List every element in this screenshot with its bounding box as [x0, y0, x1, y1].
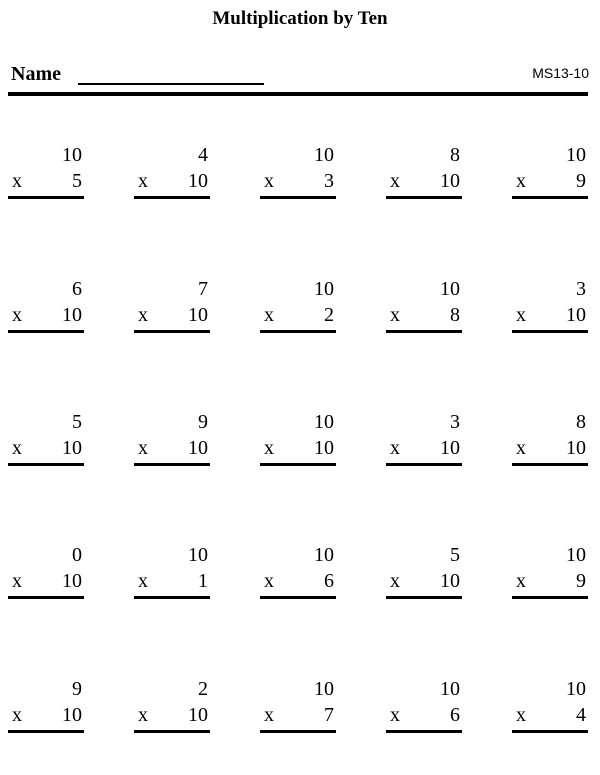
- answer-line[interactable]: [512, 196, 588, 199]
- multiplicand: 10: [314, 544, 334, 566]
- problem-4-4: [386, 543, 462, 603]
- multiplicand: 10: [440, 678, 460, 700]
- multiply-sign: x: [264, 437, 274, 459]
- multiplier: 9: [576, 570, 586, 592]
- multiply-sign: x: [12, 704, 22, 726]
- multiply-sign: x: [264, 570, 274, 592]
- answer-line[interactable]: [512, 330, 588, 333]
- worksheet-title: Multiplication by Ten: [212, 8, 388, 29]
- multiplier: 10: [62, 304, 82, 326]
- multiplier: 10: [566, 437, 586, 459]
- answer-line[interactable]: [512, 463, 588, 466]
- multiplier: 10: [188, 437, 208, 459]
- multiplier: 5: [72, 170, 82, 192]
- answer-line[interactable]: [386, 330, 462, 333]
- multiplier: 10: [188, 170, 208, 192]
- answer-line[interactable]: [386, 596, 462, 599]
- multiplicand: 6: [72, 278, 82, 300]
- answer-line[interactable]: [512, 596, 588, 599]
- problem-4-3: [260, 543, 336, 603]
- multiplicand: 10: [566, 144, 586, 166]
- multiplicand: 10: [314, 678, 334, 700]
- multiply-sign: x: [12, 304, 22, 326]
- multiply-sign: x: [390, 437, 400, 459]
- problem-4-2: [134, 543, 210, 603]
- multiplicand: 3: [450, 411, 460, 433]
- answer-line[interactable]: [8, 596, 84, 599]
- multiplier: 10: [188, 704, 208, 726]
- problem-4-5: [512, 543, 588, 603]
- multiplicand: 10: [566, 544, 586, 566]
- multiply-sign: x: [138, 570, 148, 592]
- answer-line[interactable]: [8, 330, 84, 333]
- multiplicand: 5: [450, 544, 460, 566]
- multiply-sign: x: [390, 570, 400, 592]
- problem-1-5: [512, 143, 588, 203]
- multiplicand: 10: [62, 144, 82, 166]
- multiply-sign: x: [138, 437, 148, 459]
- multiplier: 6: [324, 570, 334, 592]
- problem-5-1: [8, 677, 84, 737]
- answer-line[interactable]: [260, 196, 336, 199]
- answer-line[interactable]: [386, 196, 462, 199]
- problem-1-3: [260, 143, 336, 203]
- multiplier: 10: [62, 704, 82, 726]
- answer-line[interactable]: [512, 730, 588, 733]
- answer-line[interactable]: [8, 196, 84, 199]
- multiply-sign: x: [264, 304, 274, 326]
- answer-line[interactable]: [260, 596, 336, 599]
- multiplicand: 10: [566, 678, 586, 700]
- multiplier: 6: [450, 704, 460, 726]
- problem-3-5: [512, 410, 588, 470]
- problem-1-1: [8, 143, 84, 203]
- multiplicand: 10: [314, 144, 334, 166]
- multiplier: 9: [576, 170, 586, 192]
- answer-line[interactable]: [134, 330, 210, 333]
- multiplicand: 10: [188, 544, 208, 566]
- multiply-sign: x: [12, 170, 22, 192]
- multiply-sign: x: [138, 704, 148, 726]
- answer-line[interactable]: [134, 463, 210, 466]
- multiplicand: 9: [198, 411, 208, 433]
- problem-4-1: [8, 543, 84, 603]
- multiplicand: 0: [72, 544, 82, 566]
- multiply-sign: x: [516, 170, 526, 192]
- problem-5-3: [260, 677, 336, 737]
- multiplicand: 3: [576, 278, 586, 300]
- multiplicand: 10: [314, 411, 334, 433]
- multiplier: 10: [440, 437, 460, 459]
- multiplier: 10: [440, 570, 460, 592]
- problem-5-5: [512, 677, 588, 737]
- multiply-sign: x: [516, 704, 526, 726]
- sheet-code: MS13-10: [532, 65, 589, 81]
- multiplier: 10: [440, 170, 460, 192]
- multiplier: 2: [324, 304, 334, 326]
- multiplier: 10: [62, 570, 82, 592]
- problem-2-3: [260, 277, 336, 337]
- multiply-sign: x: [12, 570, 22, 592]
- multiply-sign: x: [516, 304, 526, 326]
- problem-1-4: [386, 143, 462, 203]
- problem-2-1: [8, 277, 84, 337]
- multiply-sign: x: [390, 304, 400, 326]
- answer-line[interactable]: [386, 463, 462, 466]
- answer-line[interactable]: [386, 730, 462, 733]
- multiplicand: 8: [450, 144, 460, 166]
- problem-3-4: [386, 410, 462, 470]
- multiplier: 10: [314, 437, 334, 459]
- problem-2-4: [386, 277, 462, 337]
- multiplicand: 10: [440, 278, 460, 300]
- problem-3-2: [134, 410, 210, 470]
- problem-3-1: [8, 410, 84, 470]
- multiplier: 10: [188, 304, 208, 326]
- multiplier: 3: [324, 170, 334, 192]
- multiply-sign: x: [138, 170, 148, 192]
- multiply-sign: x: [264, 170, 274, 192]
- answer-line[interactable]: [134, 596, 210, 599]
- multiply-sign: x: [12, 437, 22, 459]
- answer-line[interactable]: [134, 196, 210, 199]
- multiplier: 7: [324, 704, 334, 726]
- answer-line[interactable]: [8, 463, 84, 466]
- answer-line[interactable]: [260, 463, 336, 466]
- multiply-sign: x: [390, 704, 400, 726]
- multiplier: 10: [566, 304, 586, 326]
- multiplier: 10: [62, 437, 82, 459]
- answer-line[interactable]: [8, 730, 84, 733]
- multiplier: 1: [198, 570, 208, 592]
- multiplicand: 7: [198, 278, 208, 300]
- multiply-sign: x: [516, 437, 526, 459]
- multiplier: 8: [450, 304, 460, 326]
- multiplicand: 4: [198, 144, 208, 166]
- multiplicand: 9: [72, 678, 82, 700]
- multiplicand: 5: [72, 411, 82, 433]
- multiply-sign: x: [390, 170, 400, 192]
- multiplicand: 2: [198, 678, 208, 700]
- answer-line[interactable]: [260, 330, 336, 333]
- name-label: Name: [11, 63, 61, 85]
- problem-5-4: [386, 677, 462, 737]
- multiplicand: 8: [576, 411, 586, 433]
- problem-2-5: [512, 277, 588, 337]
- problem-3-3: [260, 410, 336, 470]
- answer-line[interactable]: [134, 730, 210, 733]
- multiplier: 4: [576, 704, 586, 726]
- answer-line[interactable]: [260, 730, 336, 733]
- problem-2-2: [134, 277, 210, 337]
- multiply-sign: x: [138, 304, 148, 326]
- multiplicand: 10: [314, 278, 334, 300]
- problem-1-2: [134, 143, 210, 203]
- problem-5-2: [134, 677, 210, 737]
- multiply-sign: x: [264, 704, 274, 726]
- multiply-sign: x: [516, 570, 526, 592]
